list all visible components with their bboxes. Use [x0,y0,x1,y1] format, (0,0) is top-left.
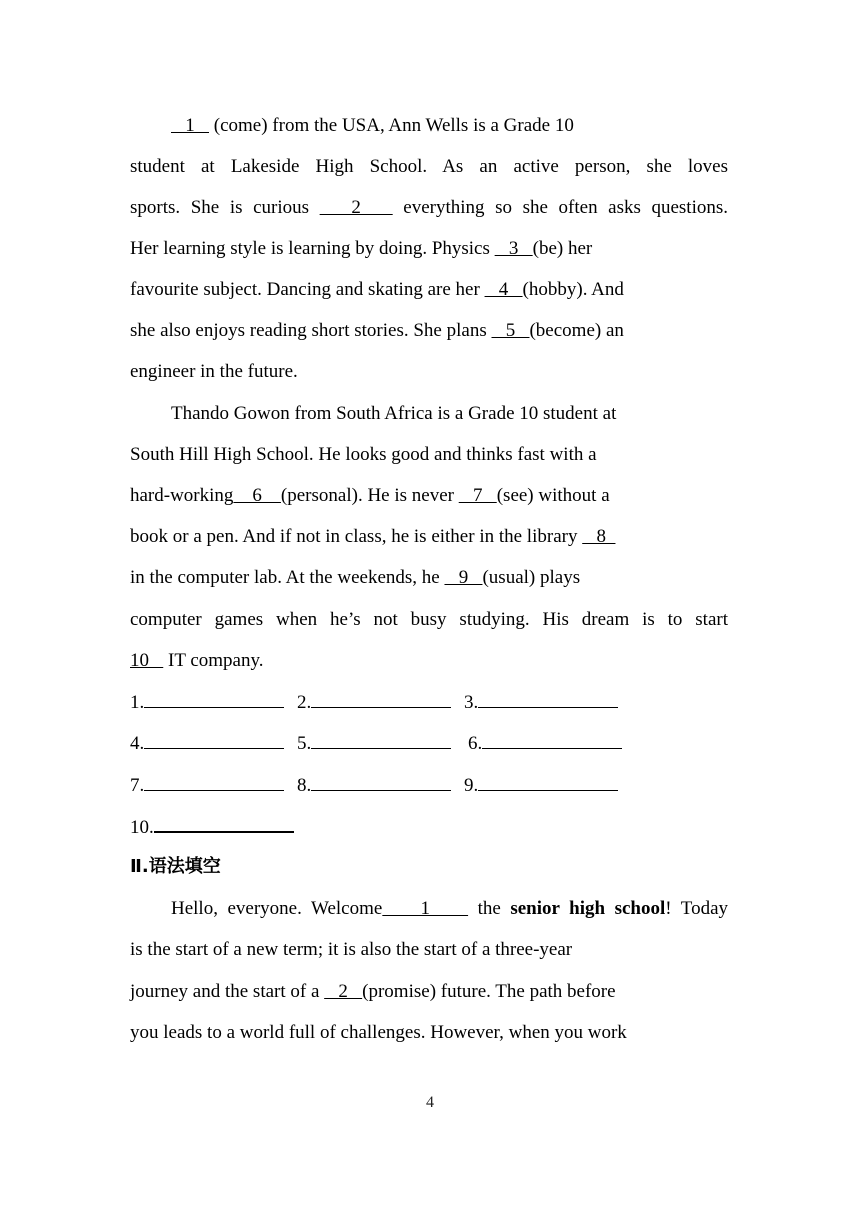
answer-label: 9. [464,775,479,796]
text: everything so she often asks questions. [392,197,729,218]
answer-blank[interactable] [144,731,284,749]
blank-6: 6 [233,485,281,506]
passage2-line-5 [130,566,580,590]
blank-2: 2 [324,981,363,1002]
passage1-line-2: student at Lakeside High School. As an active person, she loves [130,156,728,177]
answer-blank[interactable] [154,814,294,833]
passage1-line-5 [130,278,624,302]
section2-line-1 [171,897,728,921]
text: (become) an [529,320,624,341]
blank-4: 4 [484,279,523,300]
answer-blank[interactable] [311,731,451,749]
answer-label: 10. [130,817,154,838]
blank-1: 1 [382,898,469,919]
section2-line-4: you leads to a world full of challenges. However, when you work [130,1022,627,1043]
passage2-line-7 [130,649,264,673]
answer-blank[interactable] [144,773,284,791]
page-number: 4 [426,1094,434,1111]
answer-blank[interactable] [311,773,451,791]
answer-9[interactable] [464,773,618,798]
text: (personal). He is never [280,485,459,506]
blank-2: 2 [319,197,393,218]
passage1-line-3 [130,196,728,220]
passage2-line-1: Thando Gowon from South Africa is a Grade 10 student at [171,403,617,424]
answer-label: 6. [468,733,483,754]
text: IT company. [163,650,264,671]
blank-7: 7 [458,485,497,506]
blank-9: 9 [444,567,483,588]
text: Hello, everyone. Welcome [171,898,383,919]
text: favourite subject. Dancing and skating are her [130,279,485,300]
text: she also enjoys reading short stories. She plans [130,320,492,341]
passage1-line-7: engineer in the future. [130,361,298,382]
text: hard-working [130,485,234,506]
text: (be) her [532,238,593,259]
answer-label: 4. [130,733,145,754]
section2-line-3 [130,980,616,1004]
answer-2[interactable] [297,690,451,715]
text: sports. She is curious [130,197,320,218]
passage2-line-4 [130,525,615,549]
text: (promise) future. The path before [362,981,616,1002]
answer-label: 1. [130,692,145,713]
answer-1[interactable] [130,690,284,715]
blank-3: 3 [494,238,533,259]
passage1-line-6 [130,319,624,343]
answer-5[interactable] [297,731,451,756]
answer-8[interactable] [297,773,451,798]
answer-4[interactable] [130,731,284,756]
answer-blank[interactable] [311,690,451,708]
text: (come) from the USA, Ann Wells is a Grade 10 [209,115,574,136]
answer-blank[interactable] [478,690,618,708]
answer-blank[interactable] [478,773,618,791]
text: in the computer lab. At the weekends, he [130,567,445,588]
passage2-line-6: computer games when he’s not busy studying. His dream is to start [130,609,728,630]
blank-8: 8 [582,526,616,547]
text: (hobby). And [522,279,624,300]
section2-line-2: is the start of a new term; it is also the start of a three-year [130,939,573,960]
answer-blank[interactable] [144,690,284,708]
blank-5: 5 [491,320,530,341]
answer-label: 2. [297,692,312,713]
blank-10: 10 [130,650,164,671]
answer-label: 5. [297,733,312,754]
text: ! Today [665,898,729,919]
answer-7[interactable] [130,773,284,798]
text: the [468,898,511,919]
passage2-line-2: South Hill High School. He looks good and thinks fast with a [130,444,597,465]
passage1-line-1 [171,114,574,138]
answer-label: 3. [464,692,479,713]
text: (usual) plays [482,567,581,588]
answer-6[interactable] [468,731,622,756]
answer-label: 8. [297,775,312,796]
answer-label: 7. [130,775,145,796]
text: Her learning style is learning by doing. Physics [130,238,495,259]
answer-10[interactable] [130,814,294,840]
blank-1: 1 [171,115,209,136]
answer-3[interactable] [464,690,618,715]
passage2-line-3 [130,484,610,508]
text: (see) without a [496,485,610,506]
answer-blank[interactable] [482,731,622,749]
text: journey and the start of a [130,981,325,1002]
passage1-line-4 [130,237,592,261]
bold-term: senior high school [510,898,666,919]
text: book or a pen. And if not in class, he is either in the library [130,526,583,547]
section-heading: Ⅱ.语法填空 [130,856,221,877]
